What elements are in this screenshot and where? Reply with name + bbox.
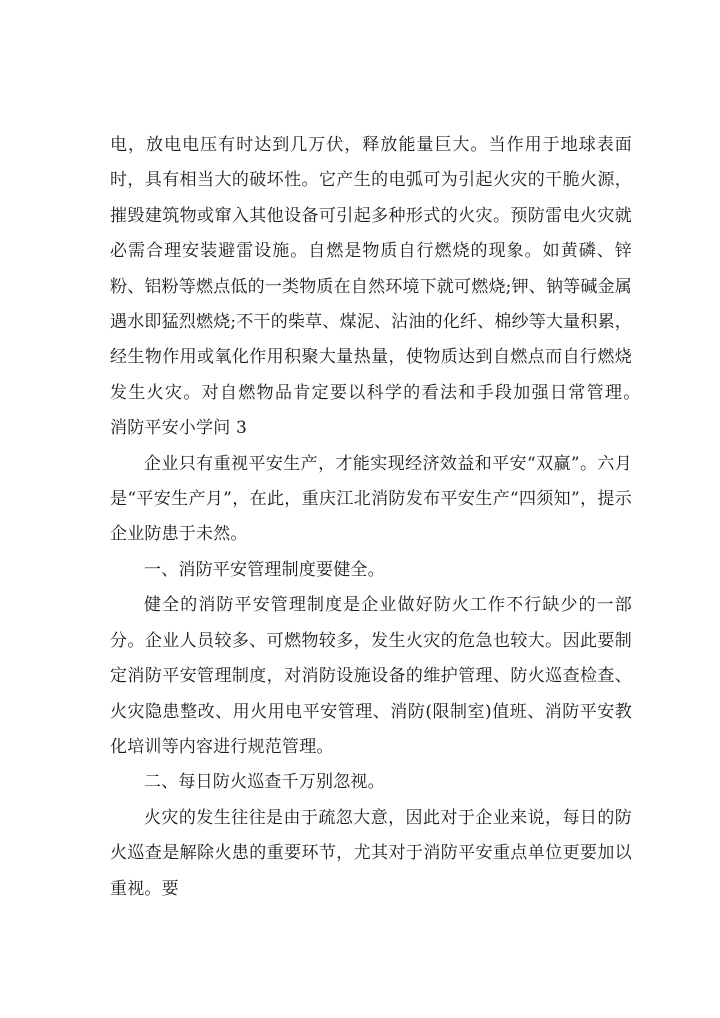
paragraph-safety-production-month: 企业只有重视平安生产，才能实现经济效益和平安“双赢”。六月是“平安生产月”，在此，重庆江北消防发布平安生产“四须知”，提示企业防患于未然。 [110, 453, 632, 545]
section-heading-management-system: 一、消防平安管理制度要健全。 [144, 559, 385, 580]
paragraph-daily-inspection: 火灾的发生往往是由于疏忽大意，因此对于企业来说，每日的防火巡查是解除火患的重要环节，尤其对于消防平安重点单位更要加以重视。要 [110, 807, 632, 899]
paragraph-management-system: 健全的消防平安管理制度是企业做好防火工作不行缺少的一部分。企业人员较多、可燃物较多，发生火灾的危急也较大。因此要制定消防平安管理制度，对消防设施设备的维护管理、防火巡查检查、火灾隐患整改、用火用电平安管理、消防(限制室)值班、消防平安教化培训等内容进行规范管理。 [110, 595, 632, 757]
section-heading-daily-inspection: 二、每日防火巡查千万别忽视。 [144, 772, 385, 793]
document-body [110, 128, 667, 907]
paragraph-lightning-and-self-ignition: 电，放电电压有时达到几万伏，释放能量巨大。当作用于地球表面时，具有相当大的破坏性。它产生的电弧可为引起火灾的干脆火源，摧毁建筑物或窜入其他设备可引起多种形式的火灾。预防雷电火灾就必需合理安装避雷设施。自燃是物质自行燃烧的现象。如黄磷、锌粉、铝粉等燃点低的一类物质在自然环境下就可燃烧;钾、钠等碱金属遇水即猛烈燃烧;不干的柴草、煤泥、沾油的化纤、棉纱等大量积累，经生物作用或氧化作用积聚大量热量，使物质达到自燃点而自行燃烧发生火灾。对自燃物品肯定要以科学的看法和手段加强日常管理。 消防平安小学问 3 [110, 135, 667, 439]
